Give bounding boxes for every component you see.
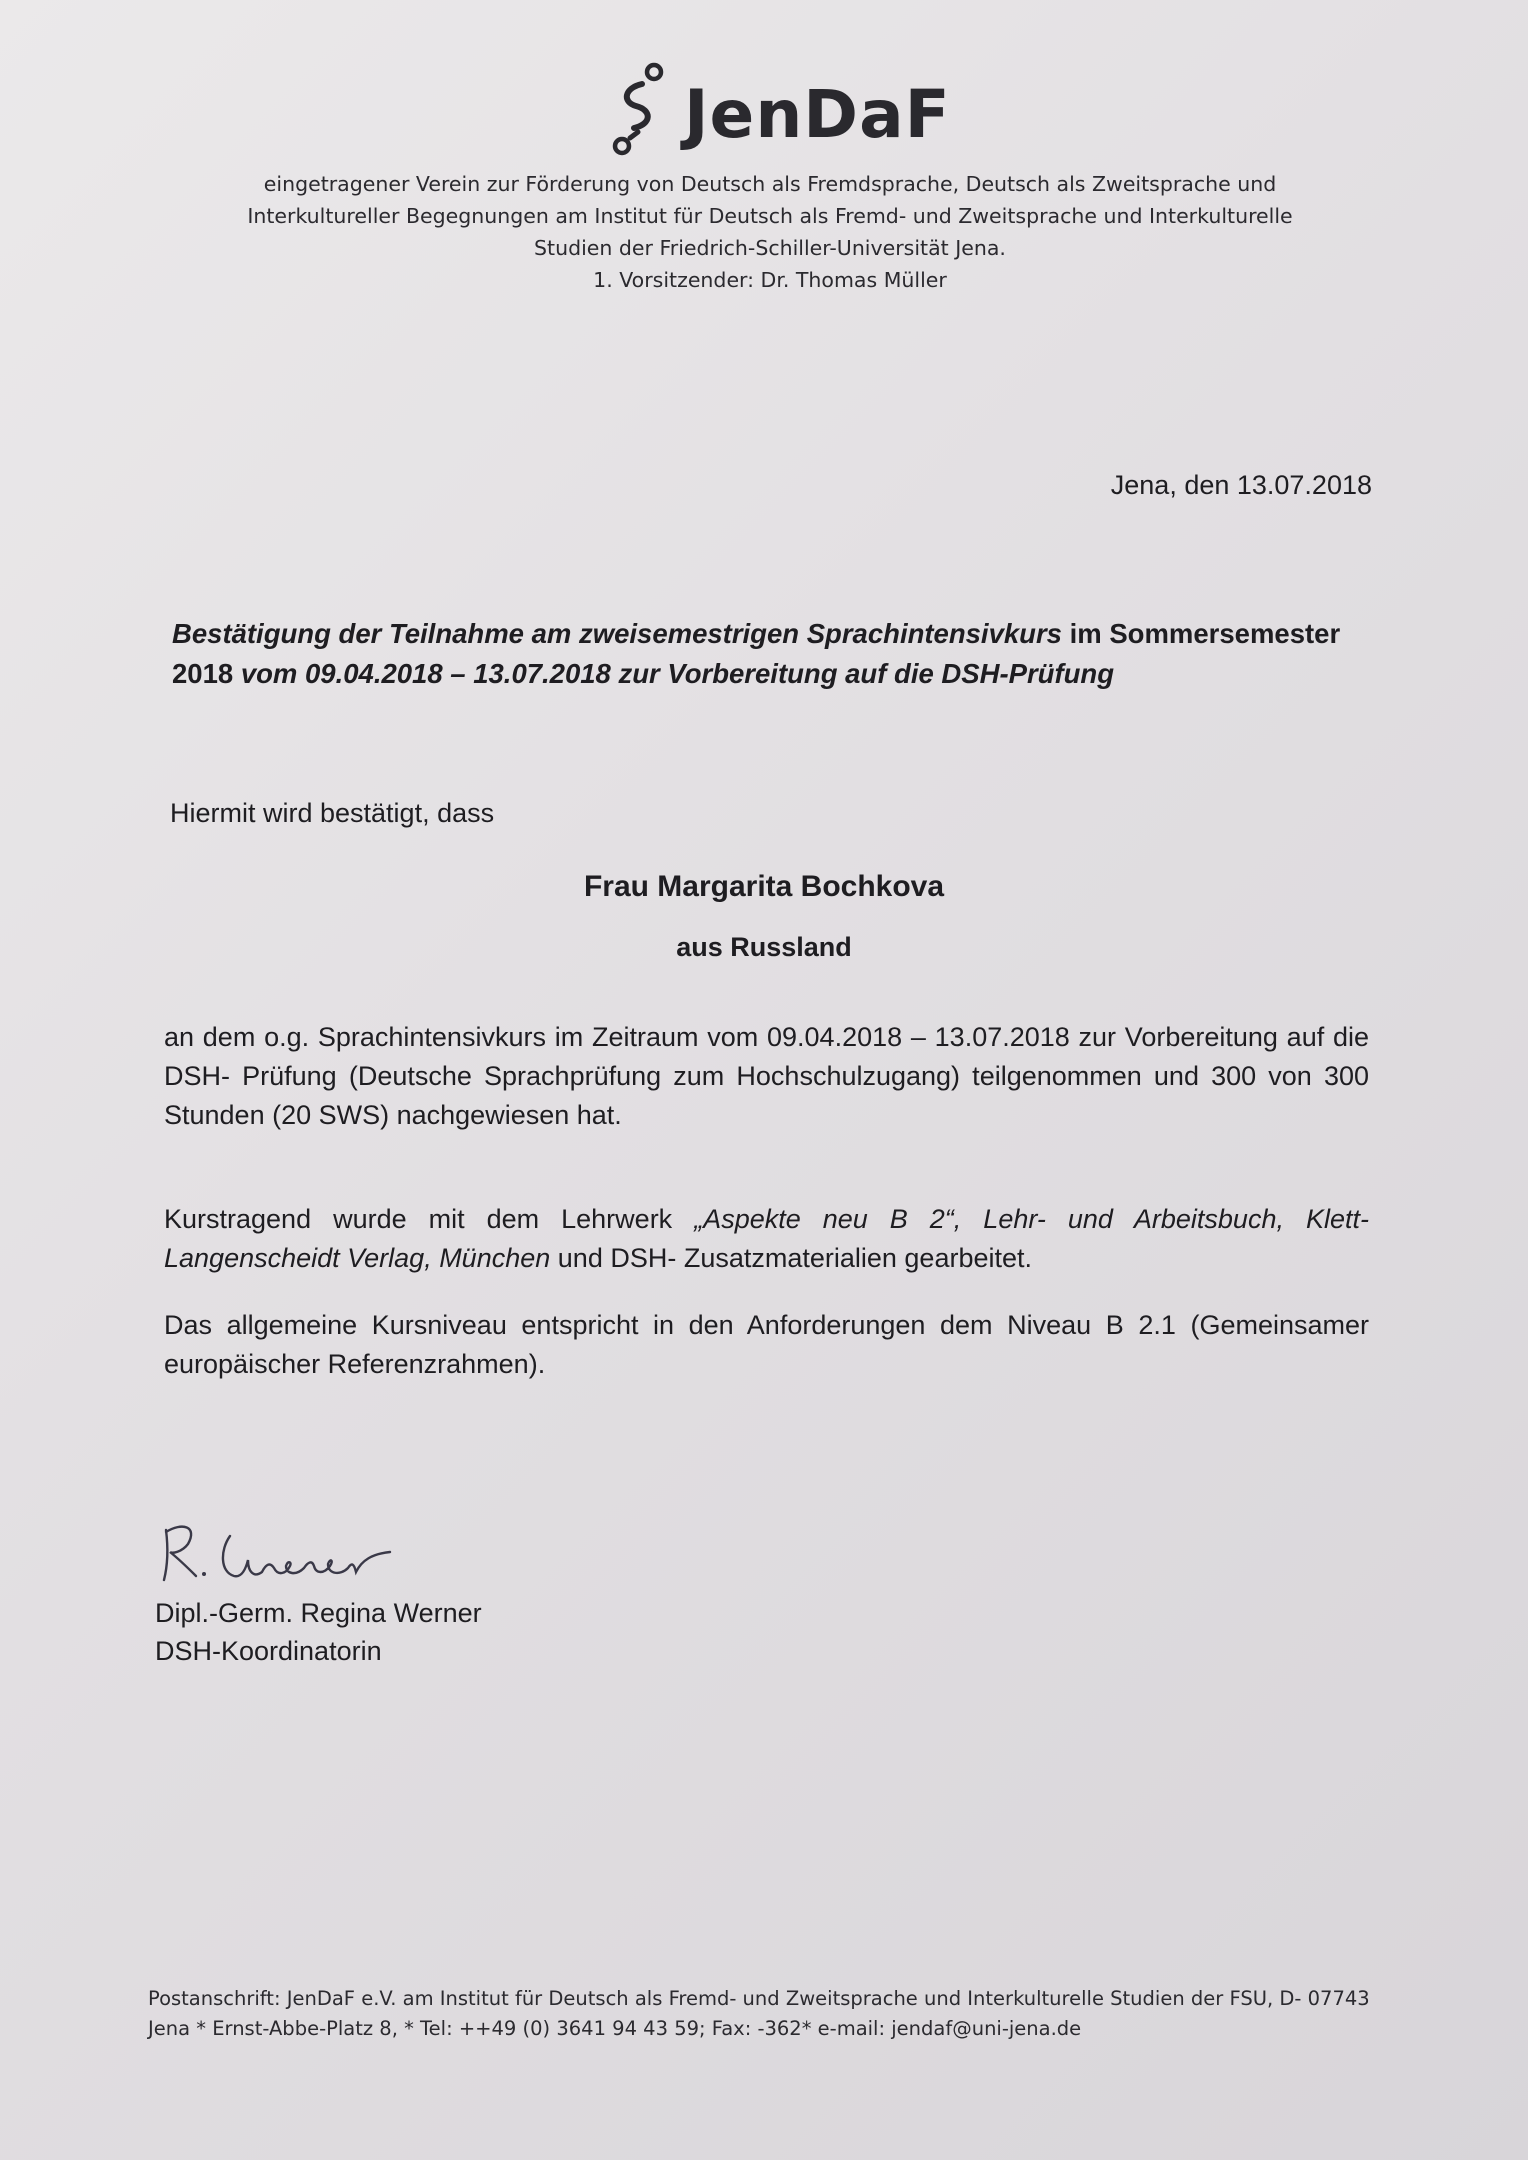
- recipient-name: Frau Margarita Bochkova: [583, 870, 945, 903]
- level-paragraph: Das allgemeine Kursniveau entspricht in den Anforderungen dem Niveau B 2.1 (Gemeinsamer europäischer Referenzrahmen).: [164, 1310, 1369, 1379]
- materials-text: und DSH- Zusatzmaterialien gearbeitet.: [550, 1243, 1033, 1273]
- footer-address: Postanschrift: JenDaF e.V. am Institut für Deutsch als Fremd- und Zweitsprache und Interkulturelle Studien der FSU, D- 07743: [148, 1987, 1370, 2010]
- intro-text: Hiermit wird bestätigt, dass: [170, 798, 495, 828]
- logo-wordmark: JenDaF: [684, 76, 951, 153]
- course-paragraph: an dem o.g. Sprachintensivkurs im Zeitraum vom 09.04.2018 – 13.07.2018 zur Vorbereitung auf die DSH- Prüfung (Deutsche Sprachprüfung zum Hochschulzugang) teilgenommen und 300 von 300 Stunden (20 SWS) nachgewiesen hat.: [164, 1022, 1369, 1130]
- document-title: [172, 614, 1362, 694]
- materials-paragraph: [164, 1200, 1369, 1278]
- postal-footer: [148, 1984, 1388, 2044]
- handwritten-signature: [158, 1516, 418, 1596]
- letterhead-line: Interkultureller Begegnungen am Institut für Deutsch als Fremd- und Zweitsprache und Interkulturelle: [247, 204, 1293, 228]
- jendaf-logo: [612, 62, 952, 158]
- recipient-origin: aus Russland: [676, 932, 852, 962]
- title-part: im Sommersemester 2018: [172, 618, 1341, 689]
- textbook-title: „Aspekte neu B 2“, Lehr- und Arbeitsbuch, Klett-Langenscheidt Verlag, München: [164, 1204, 1369, 1273]
- title-part: vom 09.04.2018 – 13.07.2018 zur Vorbereitung auf die DSH-Prüfung: [240, 658, 1115, 689]
- signer-name: Dipl.-Germ. Regina Werner: [155, 1598, 482, 1628]
- signer-role: DSH-Koordinatorin: [155, 1636, 382, 1666]
- letterhead-line: eingetragener Verein zur Förderung von Deutsch als Fremdsprache, Deutsch als Zweitsprache und: [263, 172, 1277, 196]
- letterhead: [180, 168, 1360, 296]
- letter-date: Jena, den 13.07.2018: [1110, 470, 1372, 500]
- materials-text: Kurstragend wurde mit dem Lehrwerk: [164, 1204, 695, 1234]
- footer-contact: Jena * Ernst-Abbe-Platz 8, * Tel: ++49 (0) 3641 94 43 59; Fax: -362* e-mail: jendaf@uni-jena.de: [148, 2017, 1082, 2040]
- signer-block: [155, 1594, 482, 1670]
- letterhead-line: Studien der Friedrich-Schiller-Universität Jena.: [534, 236, 1006, 260]
- letterhead-chair: 1. Vorsitzender: Dr. Thomas Müller: [593, 268, 947, 292]
- jendaf-logo-mark-icon: [612, 62, 668, 158]
- title-part: Bestätigung der Teilnahme am zweisemestrigen Sprachintensivkurs: [172, 618, 1062, 649]
